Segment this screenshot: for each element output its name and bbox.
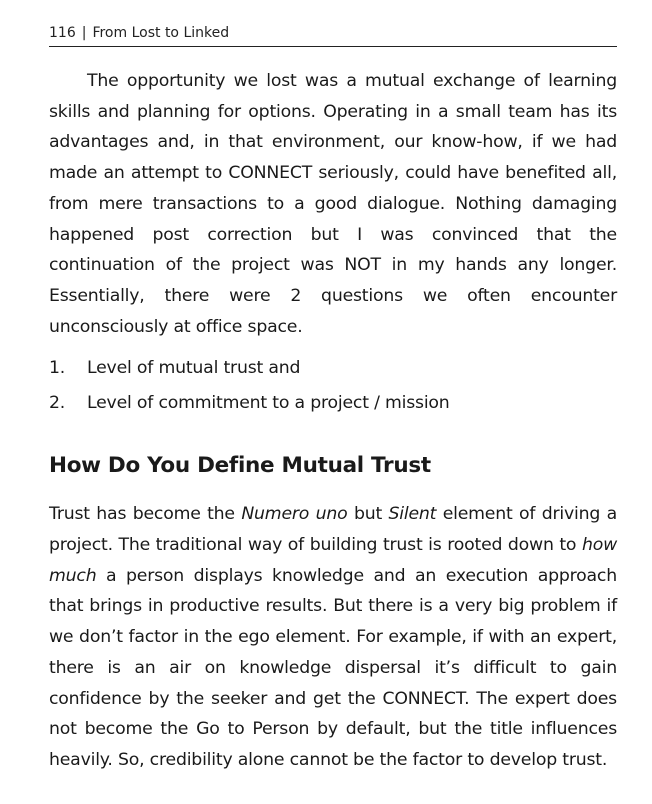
opening-paragraph: The opportunity we lost was a mutual exchange of learning skills and planning for options. Operating in a small team has its advantages and, in that environment, our know-how, if we had made an attempt to CONNECT seriously, could have benefited all, from mere transactions to a good dialogue. Nothing damaging happened post correction but I was convinced that the continuation of the project was NOT in my hands any longer. Essentially, there were 2 questions we often encounter unconsciously at office space. — [49, 71, 617, 337]
page-number: 116 — [49, 25, 76, 41]
list-item-number: 1. — [49, 358, 66, 379]
header-separator: | — [81, 25, 87, 41]
italic-numero-uno: Numero uno — [241, 504, 348, 525]
list-item-text: Level of commitment to a project / mission — [87, 392, 450, 413]
trust-text-3: element of driving a project. The traditional way of building trust is rooted down to — [49, 504, 618, 556]
trust-paragraph — [49, 499, 617, 775]
running-header — [49, 22, 617, 44]
list-item-text: Level of mutual trust and — [87, 358, 301, 379]
page-body — [49, 66, 617, 776]
list-item-number: 2. — [49, 392, 66, 413]
section-heading: How Do You Define Mutual Trust — [49, 453, 431, 479]
italic-silent: Silent — [388, 504, 437, 525]
book-title: From Lost to Linked — [92, 25, 230, 41]
numbered-list — [49, 351, 617, 420]
trust-text-1: Trust has become the — [49, 504, 242, 525]
list-item — [49, 386, 617, 421]
trust-text-4: a person displays knowledge and an execution approach that brings in productive results. But there is a very big problem if we don’t factor in the ego element. For example, if with an expert, there is an air on knowledge dispersal it’s difficult to gain confidence by the seeker and get the CONNECT. The expert does not become the Go to Person by default, but the title influences heavily. So, credibility alone cannot be the factor to develop trust. — [49, 565, 617, 770]
list-item — [49, 351, 617, 386]
book-page — [49, 0, 617, 804]
header-rule — [49, 46, 617, 47]
italic-how-much: how much — [49, 535, 617, 586]
trust-text-2: but — [347, 504, 389, 525]
